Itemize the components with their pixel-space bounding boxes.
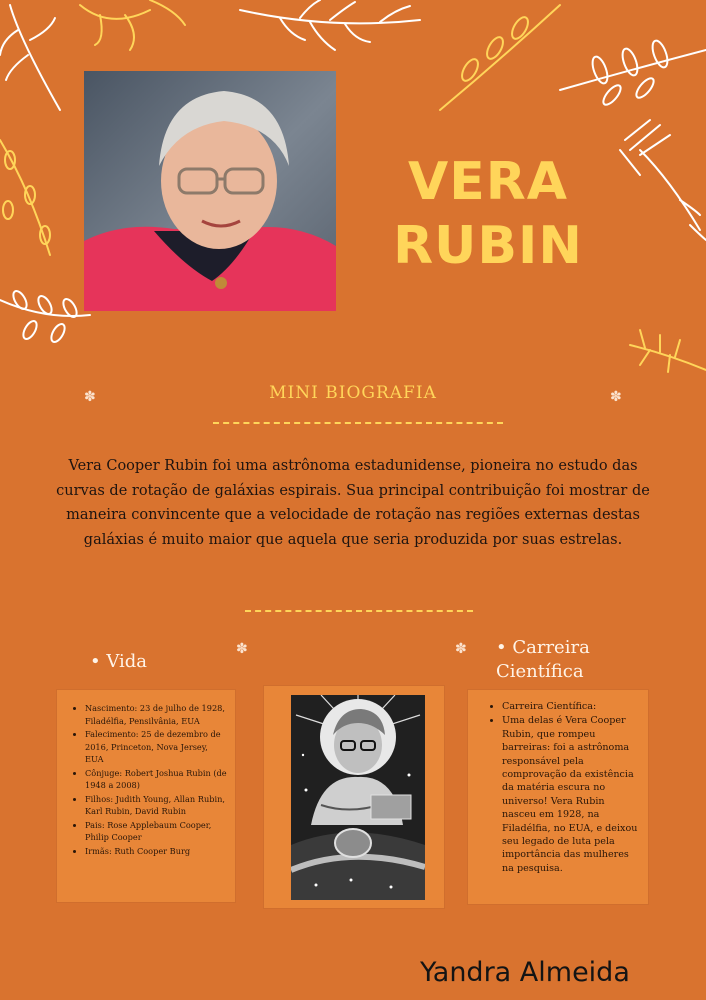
list-item: • Nascimento: 23 de julho de 1928, Filadélfia, Pensilvânia, EUA [85, 702, 227, 727]
list-item: • Filhos: Judith Young, Allan Rubin, Karl Rubin, David Rubin [85, 793, 227, 818]
title-line-first-name: VERA [407, 152, 569, 212]
vida-heading: • Vida [90, 651, 148, 672]
portrait-photo [84, 71, 336, 311]
author-name: Yandra Almeida [420, 957, 630, 988]
asterisk-icon: ✽ [84, 389, 96, 405]
vida-list [71, 702, 227, 857]
list-item: • Pais: Rose Applebaum Cooper, Philip Cooper [85, 819, 227, 844]
list-item: • Falecimento: 25 de dezembro de 2016, Princeton, Nova Jersey, EUA [85, 728, 227, 766]
carreira-list [488, 700, 640, 875]
heading-divider [213, 422, 503, 424]
carreira-heading-line2: Científica [496, 661, 584, 682]
biography-text: Vera Cooper Rubin foi uma astrônoma estadunidense, pioneira no estudo das curvas de rotação de galáxias espirais. Sua principal contribuição foi mostrar de maneira convincente que a velocidade de rotação nas regiões externas destas galáxias é muito maior que aquela que seria produzida por suas estrelas. [56, 458, 650, 548]
asterisk-icon: ✽ [610, 389, 622, 405]
carreira-heading [496, 636, 590, 684]
list-item: • Uma delas é Vera Cooper Rubin, que rompeu barreiras: foi a astrônoma responsável pela comprovação da existência da matéria escura no universo! Vera Rubin nasceu em 1928, na Filadélfia, no EUA, e deixou seu legado de luta pela importância das mulheres na pesquisa. [502, 714, 640, 875]
carreira-card [468, 690, 648, 904]
vida-card [57, 690, 235, 902]
mini-biografia-heading: MINI BIOGRAFIA [269, 383, 437, 403]
list-item: • Carreira Científica: [502, 700, 640, 713]
person-name-title [388, 150, 588, 278]
carreira-heading-line1: • Carreira [496, 637, 590, 658]
list-item: • Cônjuge: Robert Joshua Rubin (de 1948 a 2008) [85, 767, 227, 792]
scientist-illustration [291, 695, 425, 900]
asterisk-icon: ✽ [236, 641, 248, 657]
section-divider [245, 610, 473, 612]
list-item: • Irmãs: Ruth Cooper Burg [85, 845, 227, 858]
title-line-last-name: RUBIN [393, 216, 583, 276]
asterisk-icon: ✽ [455, 641, 467, 657]
